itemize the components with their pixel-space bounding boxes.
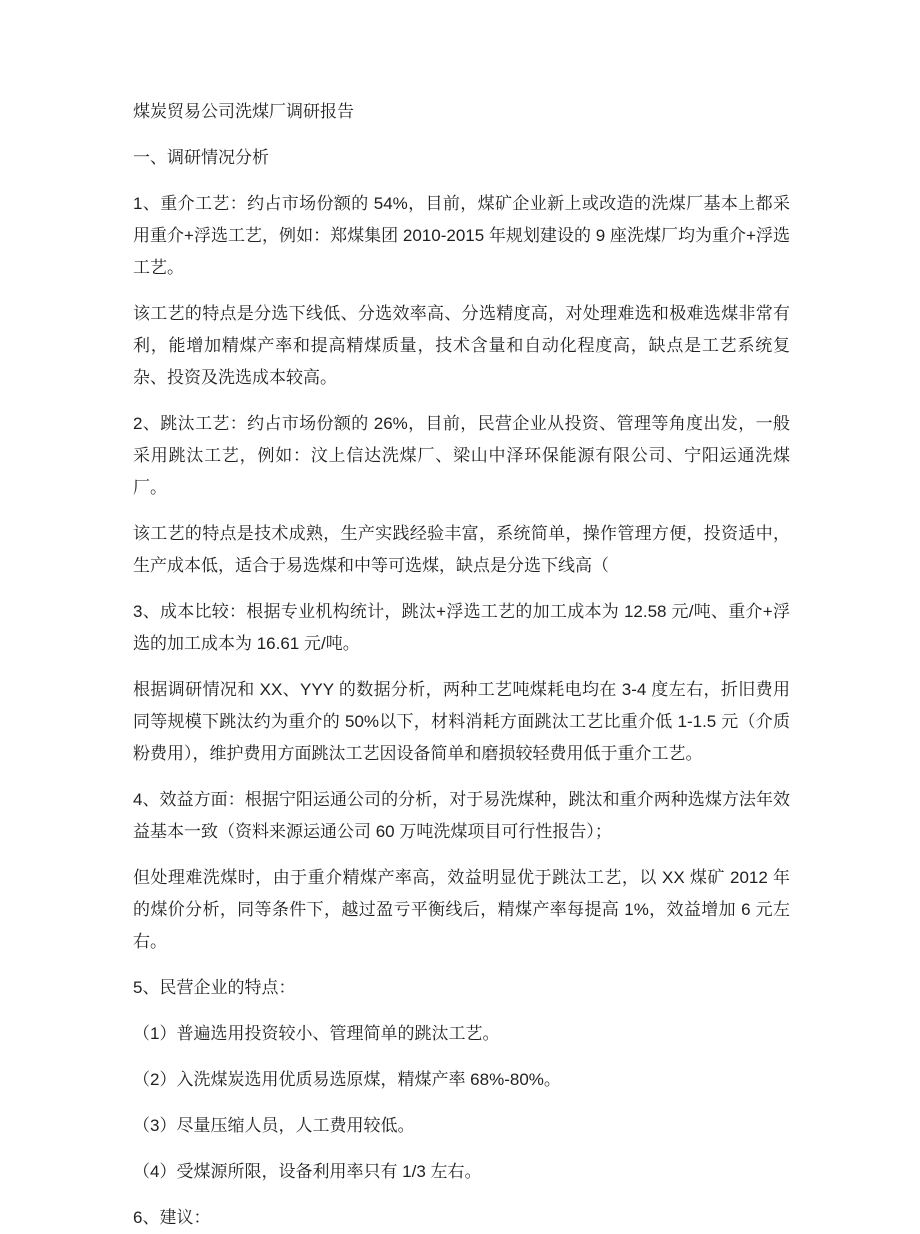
doc-title: 煤炭贸易公司洗煤厂调研报告: [133, 102, 354, 121]
paragraph: 1、重介工艺：约占市场份额的 54%，目前，煤矿企业新上或改造的洗煤厂基本上都采用重介+浮选工艺，例如：郑煤集团 2010-2015 年规划建设的 9 座洗煤厂均为重介+浮选工艺。: [133, 194, 790, 277]
list-item: （4）受煤源所限，设备利用率只有 1/3 左右。: [133, 1162, 482, 1181]
list-item: （3）尽量压缩人员，人工费用较低。: [133, 1116, 415, 1135]
paragraph: 4、效益方面：根据宁阳运通公司的分析，对于易洗煤种，跳汰和重介两种选煤方法年效益基本一致（资料来源运通公司 60 万吨洗煤项目可行性报告）；: [133, 790, 790, 841]
paragraph: 6、建议：: [133, 1208, 211, 1227]
paragraph: 该工艺的特点是技术成熟，生产实践经验丰富，系统简单，操作管理方便，投资适中，生产成本低，适合于易选煤和中等可选煤，缺点是分选下线高（: [133, 524, 790, 575]
paragraph: 5、民营企业的特点：: [133, 978, 296, 997]
paragraph: 2、跳汰工艺：约占市场份额的 26%，目前，民营企业从投资、管理等角度出发，一般采用跳汰工艺，例如：汶上信达洗煤厂、梁山中泽环保能源有限公司、宁阳运通洗煤厂。: [133, 414, 790, 497]
section-heading: 一、调研情况分析: [133, 148, 269, 167]
paragraph: 但处理难洗煤时，由于重介精煤产率高，效益明显优于跳汰工艺，以 XX 煤矿 2012 年的煤价分析，同等条件下，越过盈亏平衡线后，精煤产率每提高 1%，效益增加 6 元左右。: [133, 868, 790, 951]
list-item: （1）普遍选用投资较小、管理简单的跳汰工艺。: [133, 1024, 500, 1043]
paragraph: 该工艺的特点是分选下线低、分选效率高、分选精度高，对处理难选和极难选煤非常有利，能增加精煤产率和提高精煤质量，技术含量和自动化程度高，缺点是工艺系统复杂、投资及洗选成本较高。: [133, 304, 790, 387]
paragraph: 根据调研情况和 XX、YYY 的数据分析，两种工艺吨煤耗电均在 3-4 度左右，折旧费用同等规模下跳汰约为重介的 50%以下，材料消耗方面跳汰工艺比重介低 1-1.5 元（介质粉费用），维护费用方面跳汰工艺因设备简单和磨损较轻费用低于重介工艺。: [133, 680, 790, 763]
list-item: （2）入洗煤炭选用优质易选原煤，精煤产率 68%-80%。: [133, 1070, 561, 1089]
paragraph: 3、成本比较：根据专业机构统计，跳汰+浮选工艺的加工成本为 12.58 元/吨、重介+浮选的加工成本为 16.61 元/吨。: [133, 602, 790, 653]
